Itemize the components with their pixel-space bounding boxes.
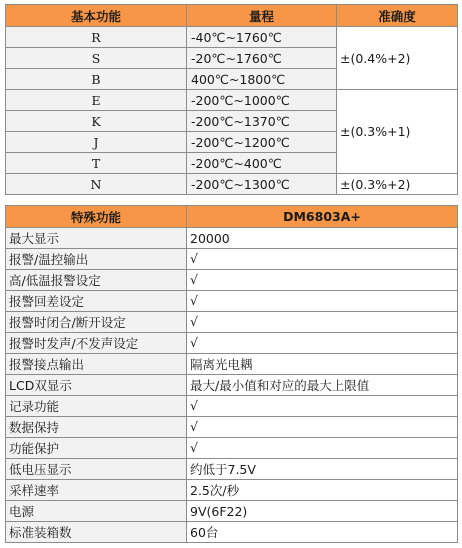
header-accuracy: 准确度: [337, 5, 458, 27]
range-value: -40℃~1760℃: [187, 27, 337, 48]
check-mark: √: [187, 396, 458, 417]
feature-value: 20000: [187, 228, 458, 249]
header-model: DM6803A+: [187, 206, 458, 228]
check-mark: √: [187, 249, 458, 270]
feature-label: 标准装箱数: [6, 522, 187, 543]
thermocouple-type: N: [6, 174, 187, 195]
range-value: -20℃~1760℃: [187, 48, 337, 69]
feature-value: 约低于7.5V: [187, 459, 458, 480]
range-value: -200℃~1200℃: [187, 132, 337, 153]
thermocouple-type: T: [6, 153, 187, 174]
check-mark: √: [187, 417, 458, 438]
feature-label: LCD双显示: [6, 375, 187, 396]
special-function-table: [5, 205, 458, 543]
table-row: [6, 480, 458, 501]
table-row: [6, 174, 458, 195]
feature-label: 记录功能: [6, 396, 187, 417]
check-mark: √: [187, 438, 458, 459]
check-mark: √: [187, 291, 458, 312]
feature-label: 报警接点输出: [6, 354, 187, 375]
table-row: [6, 270, 458, 291]
table-row: [6, 438, 458, 459]
range-value: -200℃~1300℃: [187, 174, 337, 195]
table-row: [6, 501, 458, 522]
table-row: [6, 249, 458, 270]
table-row: [6, 417, 458, 438]
range-value: -200℃~400℃: [187, 153, 337, 174]
feature-label: 最大显示: [6, 228, 187, 249]
check-mark: √: [187, 333, 458, 354]
accuracy-value: ±(0.3%+1): [337, 90, 458, 174]
thermocouple-type: E: [6, 90, 187, 111]
feature-value: 隔离光电耦: [187, 354, 458, 375]
feature-label: 报警时发声/不发声设定: [6, 333, 187, 354]
thermocouple-type: K: [6, 111, 187, 132]
table-row: [6, 228, 458, 249]
basic-function-table: [5, 4, 458, 195]
table-row: [6, 375, 458, 396]
range-value: -200℃~1000℃: [187, 90, 337, 111]
thermocouple-type: R: [6, 27, 187, 48]
thermocouple-type: J: [6, 132, 187, 153]
table-row: [6, 291, 458, 312]
check-mark: √: [187, 270, 458, 291]
table-row: [6, 522, 458, 543]
feature-label: 报警回差设定: [6, 291, 187, 312]
feature-label: 报警/温控输出: [6, 249, 187, 270]
accuracy-value: ±(0.4%+2): [337, 27, 458, 90]
feature-value: 2.5次/秒: [187, 480, 458, 501]
thermocouple-type: S: [6, 48, 187, 69]
header-basic-function: 基本功能: [6, 5, 187, 27]
table-row: [6, 459, 458, 480]
range-value: 400℃~1800℃: [187, 69, 337, 90]
header-special-function: 特殊功能: [6, 206, 187, 228]
feature-value: 60台: [187, 522, 458, 543]
special-header-row: [6, 206, 458, 228]
basic-header-row: [6, 5, 458, 27]
range-value: -200℃~1370℃: [187, 111, 337, 132]
header-range: 量程: [187, 5, 337, 27]
feature-label: 报警时闭合/断开设定: [6, 312, 187, 333]
table-row: [6, 312, 458, 333]
feature-label: 数据保持: [6, 417, 187, 438]
table-row: [6, 27, 458, 48]
table-row: [6, 354, 458, 375]
feature-label: 电源: [6, 501, 187, 522]
feature-label: 低电压显示: [6, 459, 187, 480]
table-row: [6, 333, 458, 354]
table-row: [6, 90, 458, 111]
table-row: [6, 396, 458, 417]
feature-value: 9V(6F22): [187, 501, 458, 522]
feature-label: 采样速率: [6, 480, 187, 501]
check-mark: √: [187, 312, 458, 333]
feature-label: 功能保护: [6, 438, 187, 459]
feature-value: 最大/最小值和对应的最大上限值: [187, 375, 458, 396]
accuracy-value: ±(0.3%+2): [337, 174, 458, 195]
feature-label: 高/低温报警设定: [6, 270, 187, 291]
thermocouple-type: B: [6, 69, 187, 90]
